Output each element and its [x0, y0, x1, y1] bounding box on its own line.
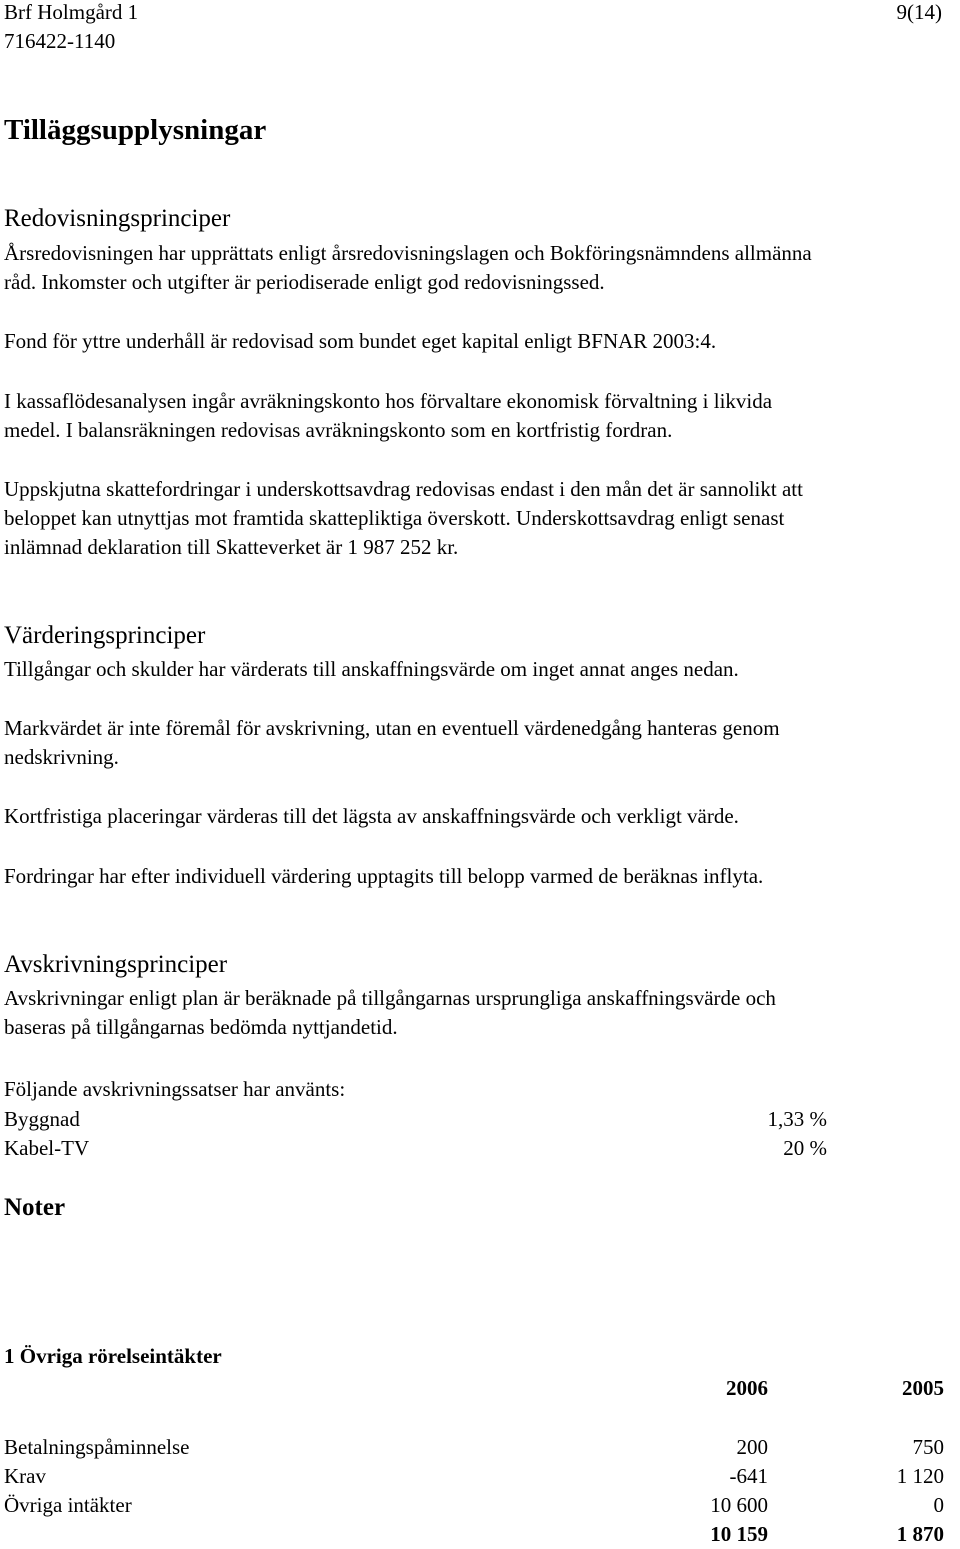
table-total-2005: 1 870 — [896, 1522, 944, 1546]
paragraph-line: Uppskjutna skattefordringar i underskottsavdrag redovisas endast i den mån det är sannolikt att — [4, 477, 803, 501]
section-heading-redovisningsprinciper: Redovisningsprinciper — [4, 205, 231, 232]
paragraph-line: Markvärdet är inte föremål för avskrivning, utan en eventuell värdenedgång hanteras genom — [4, 716, 780, 740]
paragraph-line: Kortfristiga placeringar värderas till det lägsta av anskaffningsvärde och verkligt värde. — [4, 804, 739, 828]
section-heading-varderingsprinciper: Värderingsprinciper — [4, 622, 206, 649]
section-heading-noter: Noter — [4, 1194, 66, 1221]
rate-value: 1,33 % — [767, 1107, 827, 1131]
page-title: Tilläggsupplysningar — [4, 114, 267, 146]
paragraph-line: Fordringar har efter individuell värdering upptagits till belopp varmed de beräknas inflyta. — [4, 864, 764, 888]
table-cell: 10 600 — [710, 1493, 768, 1517]
section-heading-avskrivningsprinciper: Avskrivningsprinciper — [4, 951, 228, 978]
rate-label: Kabel-TV — [4, 1136, 90, 1160]
page-number: 9(14) — [896, 0, 942, 24]
paragraph-line: inlämnad deklaration till Skatteverket är 1 987 252 kr. — [4, 535, 459, 559]
rate-value: 20 % — [783, 1136, 827, 1160]
paragraph-line: råd. Inkomster och utgifter är periodiserade enligt god redovisningssed. — [4, 270, 605, 294]
table-cell: 200 — [736, 1435, 768, 1459]
table-row-label: Krav — [4, 1464, 46, 1488]
paragraph-line: Årsredovisningen har upprättats enligt årsredovisningslagen och Bokföringsnämndens allmänna — [4, 241, 812, 265]
table-cell: 0 — [933, 1493, 944, 1517]
table-cell: 1 120 — [896, 1464, 944, 1488]
table-row-label: Betalningspåminnelse — [4, 1435, 190, 1459]
paragraph-line: Tillgångar och skulder har värderats till anskaffningsvärde om inget annat anges nedan. — [4, 657, 739, 681]
rates-intro: Följande avskrivningssatser har använts: — [4, 1077, 346, 1101]
paragraph-line: baseras på tillgångarnas bedömda nyttjandetid. — [4, 1015, 398, 1039]
rate-label: Byggnad — [4, 1107, 80, 1131]
paragraph-line: Fond för yttre underhåll är redovisad som bundet eget kapital enligt BFNAR 2003:4. — [4, 329, 717, 353]
paragraph-line: medel. I balansräkningen redovisas avräkningskonto som en kortfristig fordran. — [4, 418, 673, 442]
column-header-2006: 2006 — [726, 1376, 768, 1400]
paragraph-line: beloppet kan utnyttjas mot framtida skattepliktiga överskott. Underskottsavdrag enligt senast — [4, 506, 785, 530]
paragraph-line: nedskrivning. — [4, 745, 119, 769]
paragraph-line: I kassaflödesanalysen ingår avräkningskonto hos förvaltare ekonomisk förvaltning i likvida — [4, 389, 773, 413]
note-title: 1 Övriga rörelseintäkter — [4, 1344, 222, 1368]
table-cell: 750 — [912, 1435, 944, 1459]
organization-name: Brf Holmgård 1 — [4, 0, 139, 24]
organization-number: 716422-1140 — [4, 29, 116, 53]
table-total-2006: 10 159 — [710, 1522, 768, 1546]
table-cell: -641 — [729, 1464, 768, 1488]
paragraph-line: Avskrivningar enligt plan är beräknade på tillgångarnas ursprungliga anskaffningsvärde och — [4, 986, 776, 1010]
table-row-label: Övriga intäkter — [4, 1493, 132, 1517]
column-header-2005: 2005 — [902, 1376, 944, 1400]
